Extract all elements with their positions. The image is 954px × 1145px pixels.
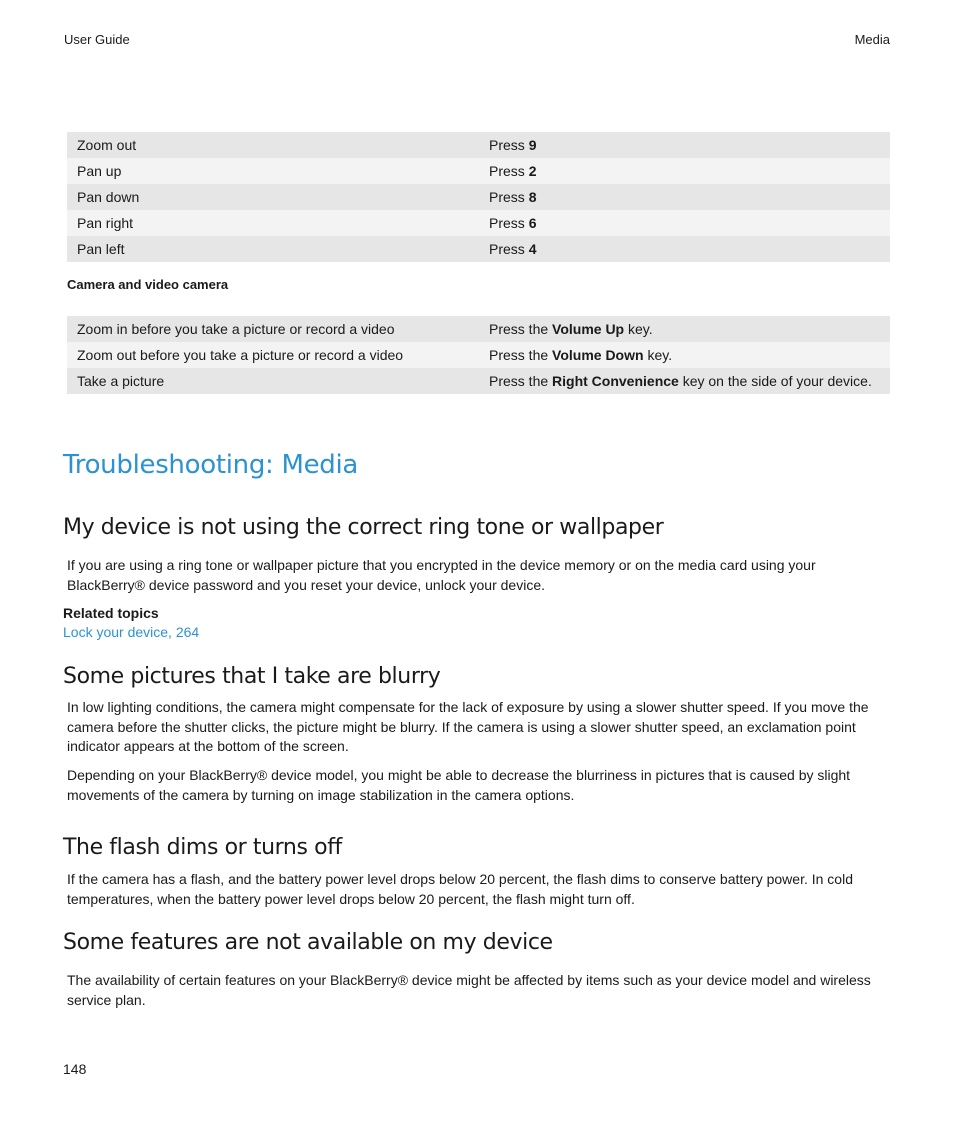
action-cell: Zoom out before you take a picture or record a video — [67, 342, 479, 368]
action-cell: Pan up — [67, 158, 479, 184]
action-cell: Zoom in before you take a picture or record a video — [67, 316, 479, 342]
key-name: Volume Up — [552, 321, 625, 337]
related-topics-label: Related topics — [63, 605, 159, 621]
table-row — [67, 236, 890, 262]
shortcut-cell: Press 4 — [479, 236, 890, 262]
key-name: 8 — [528, 189, 537, 205]
shortcut-cell: Press 9 — [479, 132, 890, 158]
section-body-blurry-2: Depending on your BlackBerry® device model, you might be able to decrease the blurriness in pictures that is caused by slight movements of the camera by turning on image stabilization in the camera options. — [67, 767, 851, 803]
table-row — [67, 132, 890, 158]
page-title: Troubleshooting: Media — [63, 450, 359, 480]
table-caption-camera: Camera and video camera — [67, 277, 229, 292]
table-row — [67, 342, 890, 368]
section-body-ringtone: If you are using a ring tone or wallpaper picture that you encrypted in the device memory or on the media card using your BlackBerry® device password and you reset your device, unlock your device. — [67, 557, 816, 593]
related-topic-link-lock-device[interactable]: Lock your device, 264 — [63, 624, 200, 640]
section-heading-ringtone: My device is not using the correct ring tone or wallpaper — [63, 515, 664, 540]
key-name: 4 — [528, 241, 537, 257]
shortcut-cell: Press the Right Convenience key on the side of your device. — [479, 368, 890, 394]
action-cell: Pan right — [67, 210, 479, 236]
table-row — [67, 368, 890, 394]
section-heading-blurry: Some pictures that I take are blurry — [63, 664, 441, 689]
running-header-section: Media — [854, 32, 890, 47]
section-body-features: The availability of certain features on your BlackBerry® device might be affected by items such as your device model and wireless service plan. — [67, 972, 871, 1008]
section-body-flash: If the camera has a flash, and the battery power level drops below 20 percent, the flash dims to conserve battery power. In cold temperatures, when the battery power level drops below 20 percent, the flash might turn off. — [67, 871, 853, 907]
action-cell: Pan down — [67, 184, 479, 210]
key-name: Right Convenience — [552, 373, 679, 389]
running-header-guide: User Guide — [64, 32, 130, 47]
action-cell: Pan left — [67, 236, 479, 262]
action-cell: Zoom out — [67, 132, 479, 158]
section-body-blurry-1: In low lighting conditions, the camera might compensate for the lack of exposure by using a slower shutter speed. If you move the camera before the shutter clicks, the picture might be blurry. If the camera is using a slower shutter speed, an exclamation point indicator appears at the bottom of the screen. — [67, 699, 869, 754]
key-name: 2 — [528, 163, 537, 179]
action-cell: Take a picture — [67, 368, 479, 394]
table-row — [67, 210, 890, 236]
page-number: 148 — [63, 1061, 87, 1077]
key-name: Volume Down — [552, 347, 644, 363]
key-name: 6 — [528, 215, 537, 231]
shortcut-cell: Press the Volume Down key. — [479, 342, 890, 368]
shortcut-cell: Press 6 — [479, 210, 890, 236]
shortcut-cell: Press 2 — [479, 158, 890, 184]
key-name: 9 — [528, 137, 537, 153]
table-row — [67, 184, 890, 210]
shortcut-cell: Press 8 — [479, 184, 890, 210]
zoom-pan-shortcuts-table — [67, 132, 890, 262]
section-heading-features: Some features are not available on my device — [63, 930, 553, 955]
table-row — [67, 316, 890, 342]
shortcut-cell: Press the Volume Up key. — [479, 316, 890, 342]
section-heading-flash: The flash dims or turns off — [63, 835, 342, 860]
table-row — [67, 158, 890, 184]
camera-shortcuts-table — [67, 316, 890, 394]
